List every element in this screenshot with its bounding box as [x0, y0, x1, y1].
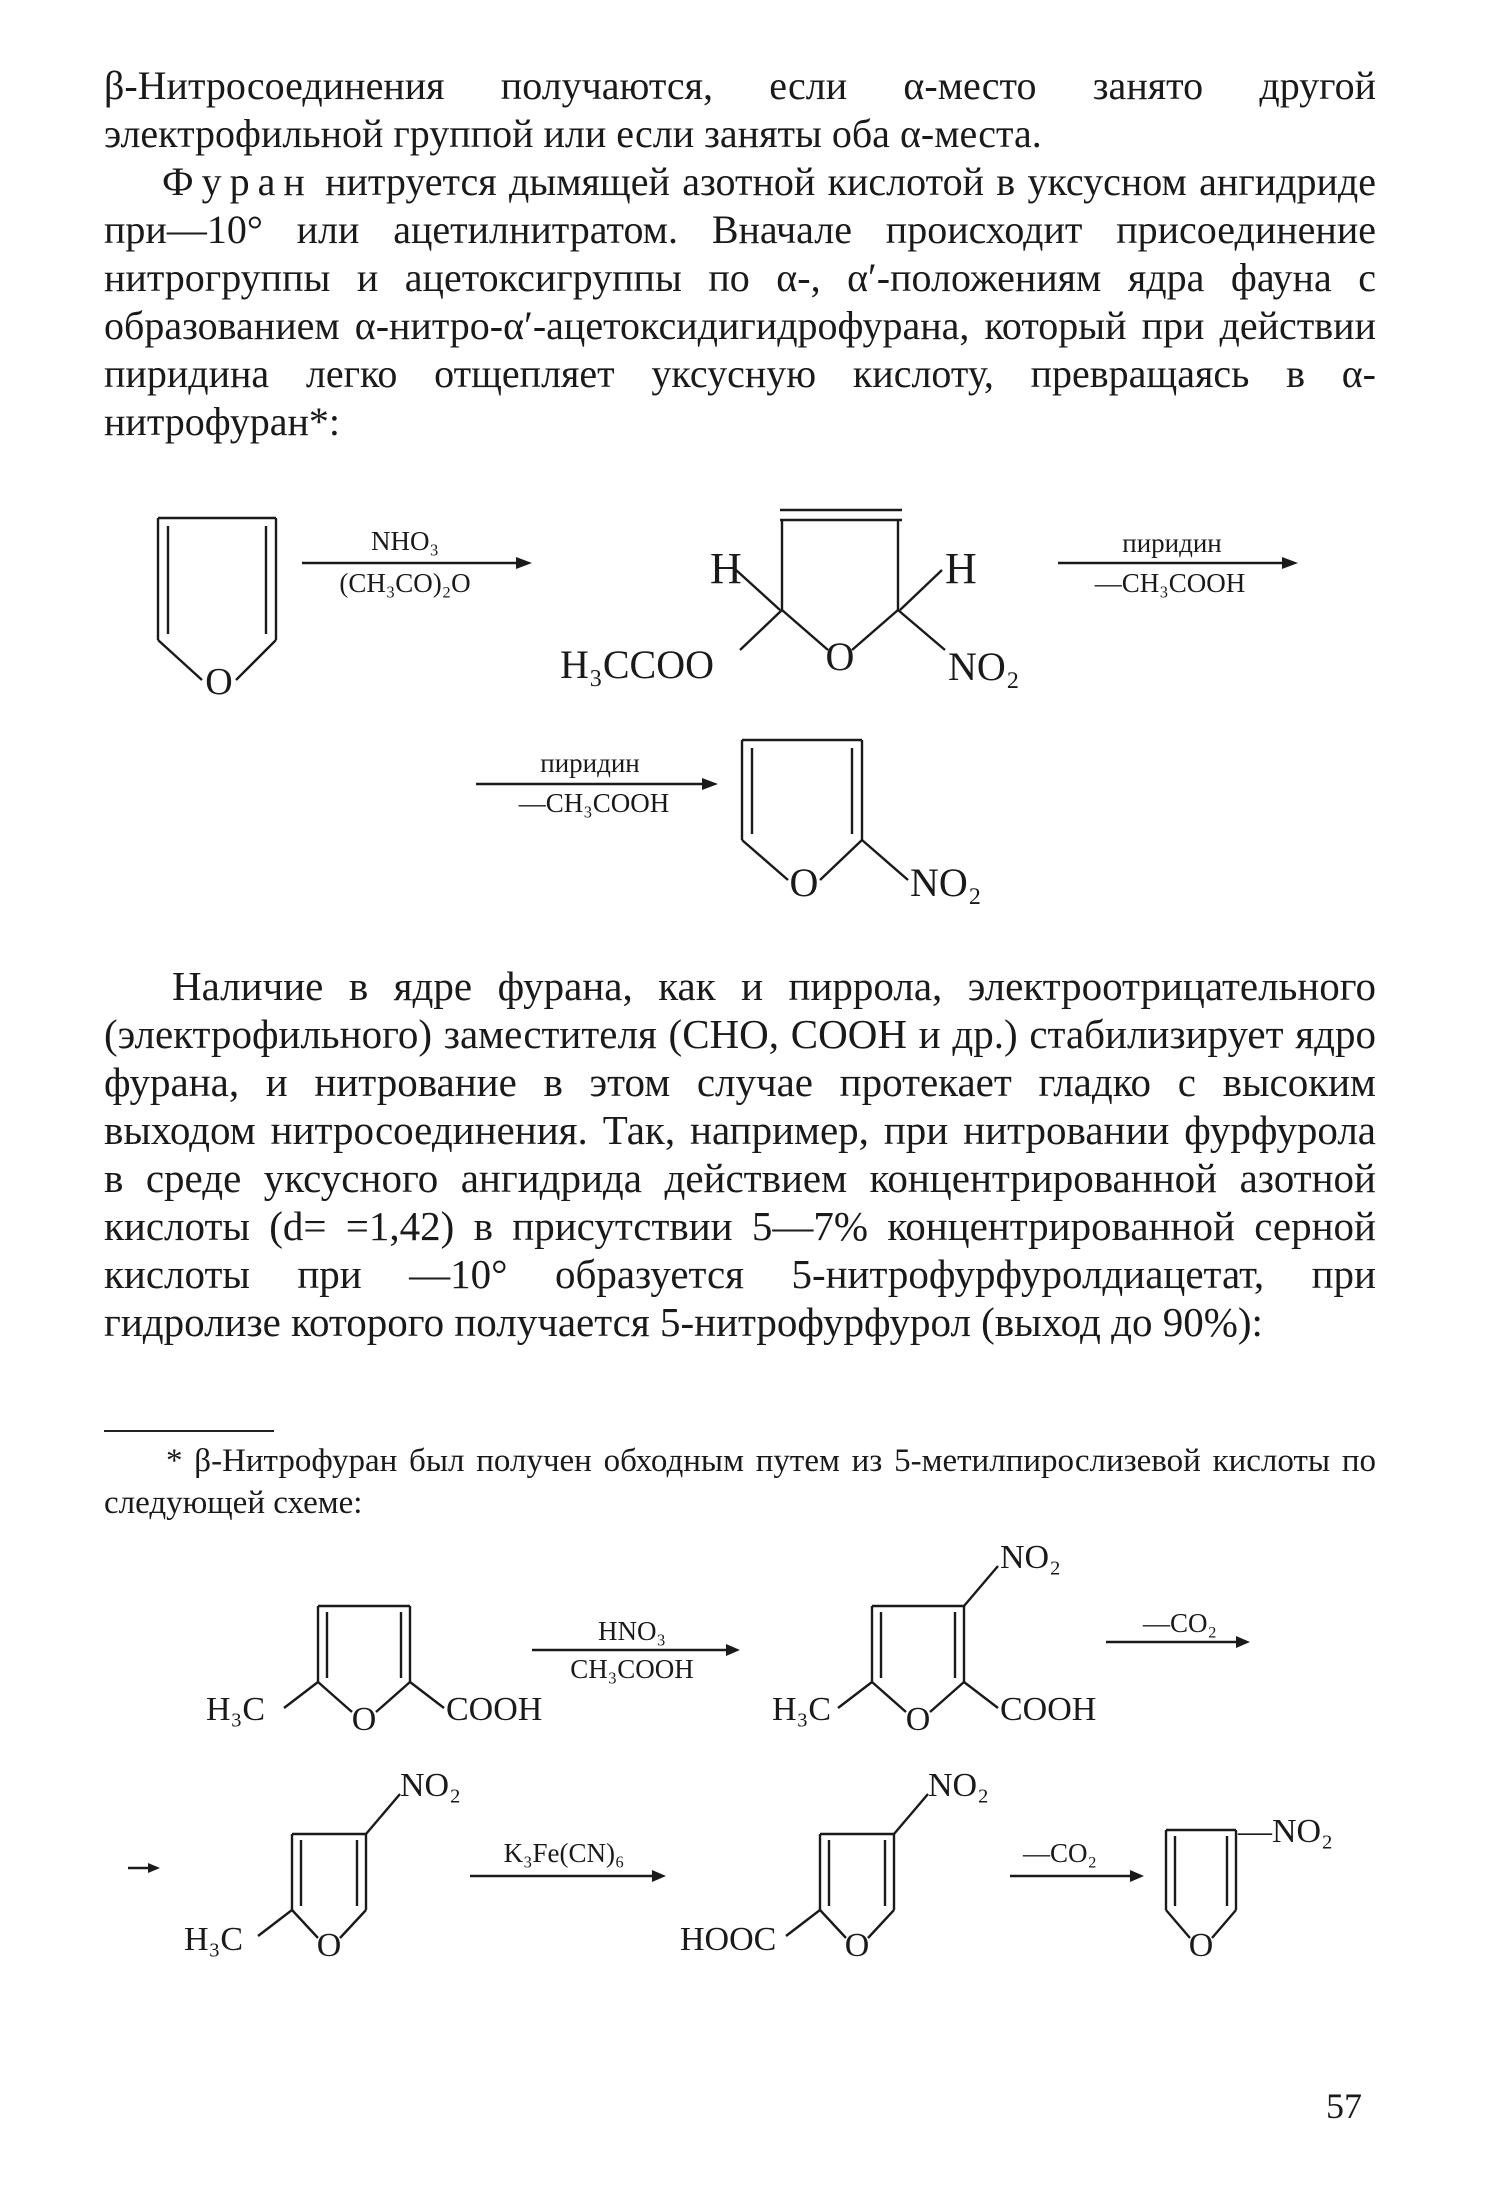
reaction-arrow-elimination-2 — [476, 748, 718, 818]
solvent-label: (CH₃CO)₂O — [339, 568, 471, 598]
methyl-group-label: H₃C — [184, 1921, 244, 1958]
nitrofuroic-acid — [680, 1767, 989, 1964]
methyl-group-label: H₃C — [206, 1691, 266, 1728]
nitro-group-label: —NO₂ — [1238, 1813, 1333, 1850]
reagent-label: пиридин — [540, 748, 640, 778]
ring-oxygen-label: O — [316, 1927, 342, 1964]
byproduct-label: —CH₃COOH — [518, 788, 670, 818]
paragraph-furan-nitration — [104, 158, 1376, 446]
carboxyl-group-label: COOH — [1000, 1691, 1097, 1728]
reagent-label: HNO₃ — [598, 1616, 666, 1646]
furan-structure — [158, 518, 276, 703]
methyl-nitrofuran — [184, 1767, 461, 1964]
carboxyl-group-label: HOOC — [680, 1921, 777, 1958]
ring-oxygen-label: O — [205, 661, 233, 703]
nitrofuran-product — [742, 740, 982, 905]
reaction-arrow-nitration — [532, 1616, 740, 1684]
reaction-arrow-oxidation — [470, 1838, 666, 1882]
reaction-scheme-beta-nitrofuran — [0, 1540, 1500, 2000]
reagent-label: —CO₂ — [1023, 1838, 1097, 1868]
carboxyl-group-label: COOH — [446, 1691, 543, 1728]
reaction-arrow-elimination — [1058, 528, 1298, 598]
ring-oxygen-label: O — [844, 1927, 870, 1964]
reagent-label: пиридин — [1122, 528, 1222, 558]
hydrogen-left-label: H — [710, 544, 742, 593]
paragraph-furan-nitration-body: нитруется дымящей азотной кислотой в уксусном ангидриде при—10° или ацетилнитратом. Вначале происходит присоединение нитрогруппы и ацетоксигруппы по α-, α′-положениям ядра фауна с образованием α-нитро-α′-ацетоксидигидрофурана, который при действии пиридина легко отщепляет уксусную кислоту, превращаясь в α-нитрофуран*: — [104, 159, 1376, 444]
nitro-group-label: NO₂ — [910, 860, 982, 905]
ring-oxygen-label: O — [1188, 1927, 1214, 1964]
byproduct-label: —CH₃COOH — [1094, 568, 1246, 598]
paragraph-electrophilic-substituent: Наличие в ядре фурана, как и пиррола, электроотрицательного (электрофильного) заместителя (СНО, СООН и др.) стабилизирует ядро фурана, и нитрование в этом случае протекает гладко с высоким выходом нитросоединения. Так, например, при нитровании фурфурола в среде уксусного ангидрида действием концентрированной азотной кислоты (d= =1,42) в присутствии 5—7% концентрированной серной кислоты при —10° образуется 5-нитрофурфуролдиацетат, при гидролизе которого получается 5-нитрофурфурол (выход до 90%): — [104, 963, 1376, 1345]
reaction-arrow-decarboxylation — [1106, 1608, 1250, 1648]
footnote: * β-Нитрофуран был получен обходным путем из 5-метилпирослизевой кислоты по следующей схеме: — [104, 1443, 1376, 1521]
ring-oxygen-label: O — [351, 1701, 377, 1738]
nitro-methylfuroic-acid — [772, 1539, 1096, 1738]
ring-oxygen-label: O — [905, 1701, 931, 1738]
hydrogen-right-label: H — [945, 544, 977, 593]
nitro-group-label: NO₂ — [948, 644, 1020, 689]
dihydrofuran-intermediate — [560, 510, 1020, 689]
methylfuroic-acid — [206, 1606, 542, 1738]
reagent-label: —CO₂ — [1143, 1608, 1217, 1638]
reagent-label: K₃Fe(CN)₆ — [503, 1838, 625, 1868]
reaction-arrow-decarboxylation-2 — [1010, 1838, 1144, 1882]
footnote-divider — [104, 1430, 274, 1432]
acetoxy-group-label: H₃CCOO — [560, 642, 714, 687]
reaction-arrow-nitration — [302, 526, 532, 598]
page-number: 57 — [1326, 2086, 1362, 2126]
continuation-arrow — [128, 1863, 160, 1873]
nitro-group-label: NO₂ — [400, 1767, 461, 1804]
reagent-label: NHO₃ — [371, 526, 439, 556]
ring-oxygen-label: O — [825, 634, 855, 679]
beta-nitrofuran — [1166, 1813, 1333, 1964]
nitro-group-label: NO₂ — [1000, 1539, 1061, 1576]
solvent-label: CH₃COOH — [570, 1654, 694, 1684]
paragraph-beta-nitro: β-Нитросоединения получаются, если α-место занято другой электрофильной группой или если заняты оба α-места. — [104, 63, 1376, 156]
reaction-scheme-furan-nitration — [0, 500, 1500, 920]
ring-oxygen-label: O — [789, 860, 819, 905]
nitro-group-label: NO₂ — [928, 1767, 989, 1804]
methyl-group-label: H₃C — [772, 1691, 832, 1728]
furan-emphasis: Фуран — [162, 159, 313, 204]
